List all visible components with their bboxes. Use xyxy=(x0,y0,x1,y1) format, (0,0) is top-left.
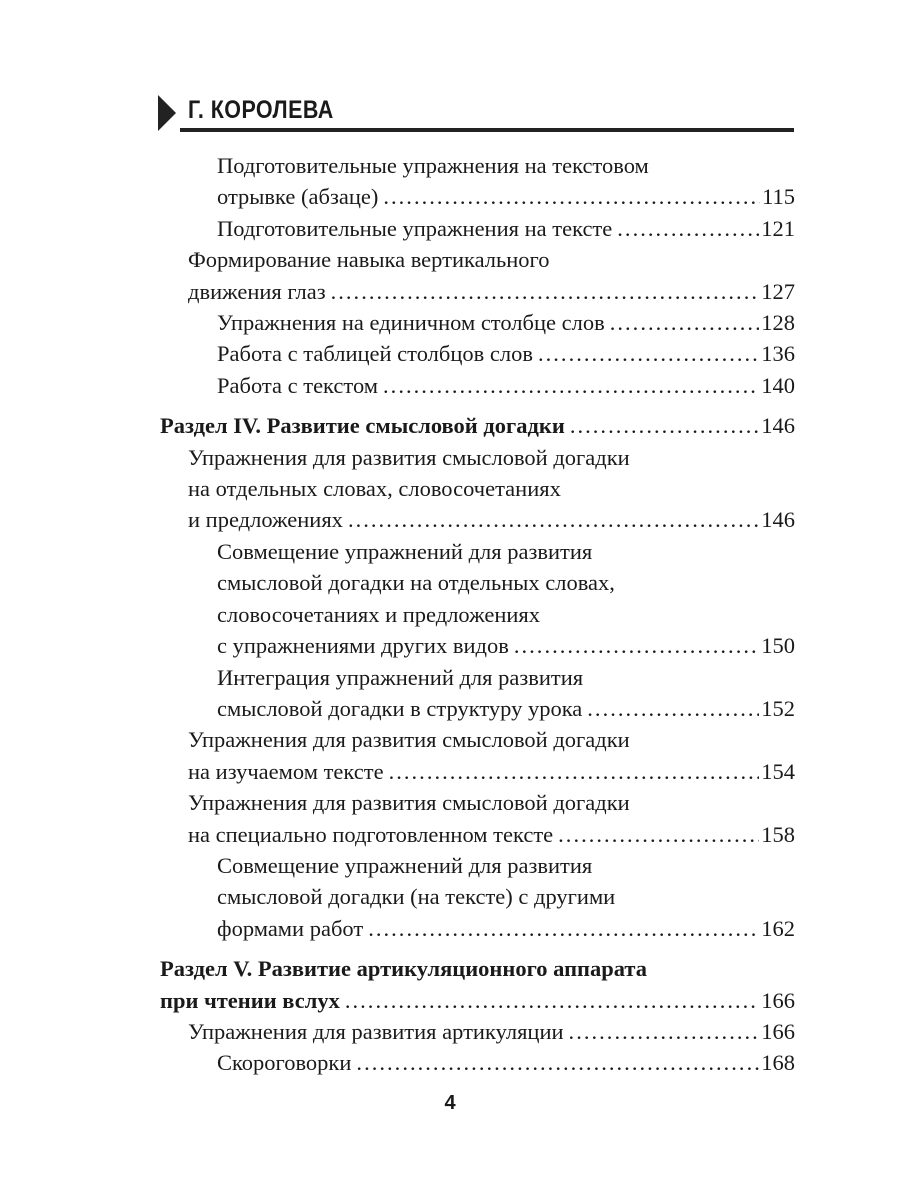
toc-entry-text: Подготовительные упражнения на тексте xyxy=(217,215,613,241)
toc-entry[interactable] xyxy=(160,850,795,944)
toc-page-number: 166 xyxy=(761,987,795,1013)
toc-entry-text: смысловой догадки (на тексте) с другими xyxy=(217,884,616,910)
toc-entry[interactable] xyxy=(160,370,795,401)
toc-entry-text: отрывке (абзаце) xyxy=(217,184,379,210)
toc-page-number: 166 xyxy=(761,1018,795,1044)
toc-entry-text: Упражнения для развития смысловой догадки xyxy=(188,790,630,816)
toc-entry-text: Упражнения на единичном столбце слов xyxy=(217,310,605,336)
dot-leader xyxy=(356,1047,759,1078)
toc-entry-text: Совмещение упражнений для развития xyxy=(217,538,593,564)
dot-leader xyxy=(569,1016,760,1047)
toc-entry-text: с упражнениями других видов xyxy=(217,633,509,659)
toc-entry-text: Скороговорки xyxy=(217,1050,352,1076)
toc-entry-text: при чтении вслух xyxy=(160,987,340,1013)
toc-page-number: 128 xyxy=(761,310,795,336)
toc-entry-text: на отдельных словах, словосочетаниях xyxy=(188,476,561,502)
toc-entry-text: на изучаемом тексте xyxy=(188,758,384,784)
toc-entry[interactable] xyxy=(160,662,795,725)
dot-leader xyxy=(348,504,759,535)
toc-page-number: 115 xyxy=(762,184,795,210)
toc-entry-text: Совмещение упражнений для развития xyxy=(217,852,593,878)
toc-entry[interactable] xyxy=(160,442,795,536)
toc-entry[interactable] xyxy=(160,213,795,244)
dot-leader xyxy=(331,276,760,307)
dot-leader xyxy=(383,370,759,401)
toc-section-heading[interactable] xyxy=(160,953,795,1016)
toc-page-number: 127 xyxy=(761,278,795,304)
toc-entry-text: Раздел IV. Развитие смысловой догадки xyxy=(160,413,565,439)
author-name: Г. КОРОЛЕВА xyxy=(188,96,334,124)
dot-leader xyxy=(570,410,759,441)
toc-entry-text: движения глаз xyxy=(188,278,326,304)
toc-entry[interactable] xyxy=(160,724,795,787)
dot-leader xyxy=(368,913,759,944)
dot-leader xyxy=(383,181,760,212)
dot-leader xyxy=(538,338,759,369)
header-rule xyxy=(180,128,794,132)
toc-entry[interactable] xyxy=(160,787,795,850)
dot-leader xyxy=(617,213,759,244)
dot-leader xyxy=(345,985,759,1016)
toc-entry-text: смысловой догадки на отдельных словах, xyxy=(217,570,615,596)
toc-page-number: 140 xyxy=(761,372,795,398)
toc-entry-text: Упражнения для развития смысловой догадки xyxy=(188,727,630,753)
page-number: 4 xyxy=(444,1092,456,1114)
toc-entry[interactable] xyxy=(160,338,795,369)
toc-entry[interactable] xyxy=(160,244,795,307)
toc-entry[interactable] xyxy=(160,307,795,338)
toc-entry-text: Подготовительные упражнения на текстовом xyxy=(217,153,649,178)
dot-leader xyxy=(587,693,759,724)
toc-entry-text: смысловой догадки в структуру урока xyxy=(217,695,583,721)
toc-page-number: 136 xyxy=(761,341,795,367)
toc-entry[interactable] xyxy=(160,150,795,213)
toc-page-number: 154 xyxy=(761,758,795,784)
toc-page-number: 152 xyxy=(761,695,795,721)
toc-entry-text: Упражнения для развития смысловой догадки xyxy=(188,444,630,470)
dot-leader xyxy=(514,630,759,661)
toc-page-number: 146 xyxy=(761,507,795,533)
toc-page-number: 121 xyxy=(761,215,795,241)
table-of-contents xyxy=(160,150,795,1079)
toc-entry-text: словосочетаниях и предложениях xyxy=(217,601,541,627)
toc-entry[interactable] xyxy=(160,536,795,662)
toc-entry-text: Раздел V. Развитие артикуляционного аппарата xyxy=(160,956,648,982)
header-triangle-marker xyxy=(158,95,176,131)
toc-page-number: 158 xyxy=(761,821,795,847)
toc-page-number: 146 xyxy=(761,413,795,439)
toc-page-number: 168 xyxy=(761,1050,795,1076)
toc-entry-text: Упражнения для развития артикуляции xyxy=(188,1018,564,1044)
toc-entry-text: Интеграция упражнений для развития xyxy=(217,664,584,690)
toc-section-heading[interactable] xyxy=(160,410,795,441)
toc-entry-text: Работа с текстом xyxy=(217,372,379,398)
toc-entry-text: формами работ xyxy=(217,915,364,941)
running-header xyxy=(158,92,794,132)
toc-page-number: 162 xyxy=(761,915,795,941)
dot-leader xyxy=(558,819,759,850)
toc-entry[interactable] xyxy=(160,1016,795,1047)
toc-entry-text: и предложениях xyxy=(188,507,343,533)
toc-entry-text: на специально подготовленном тексте xyxy=(188,821,554,847)
toc-entry[interactable] xyxy=(160,1047,795,1078)
toc-entry-text: Работа с таблицей столбцов слов xyxy=(217,341,533,367)
dot-leader xyxy=(610,307,760,338)
toc-entry-text: Формирование навыка вертикального xyxy=(188,247,550,273)
dot-leader xyxy=(389,756,760,787)
toc-page-number: 150 xyxy=(761,633,795,659)
